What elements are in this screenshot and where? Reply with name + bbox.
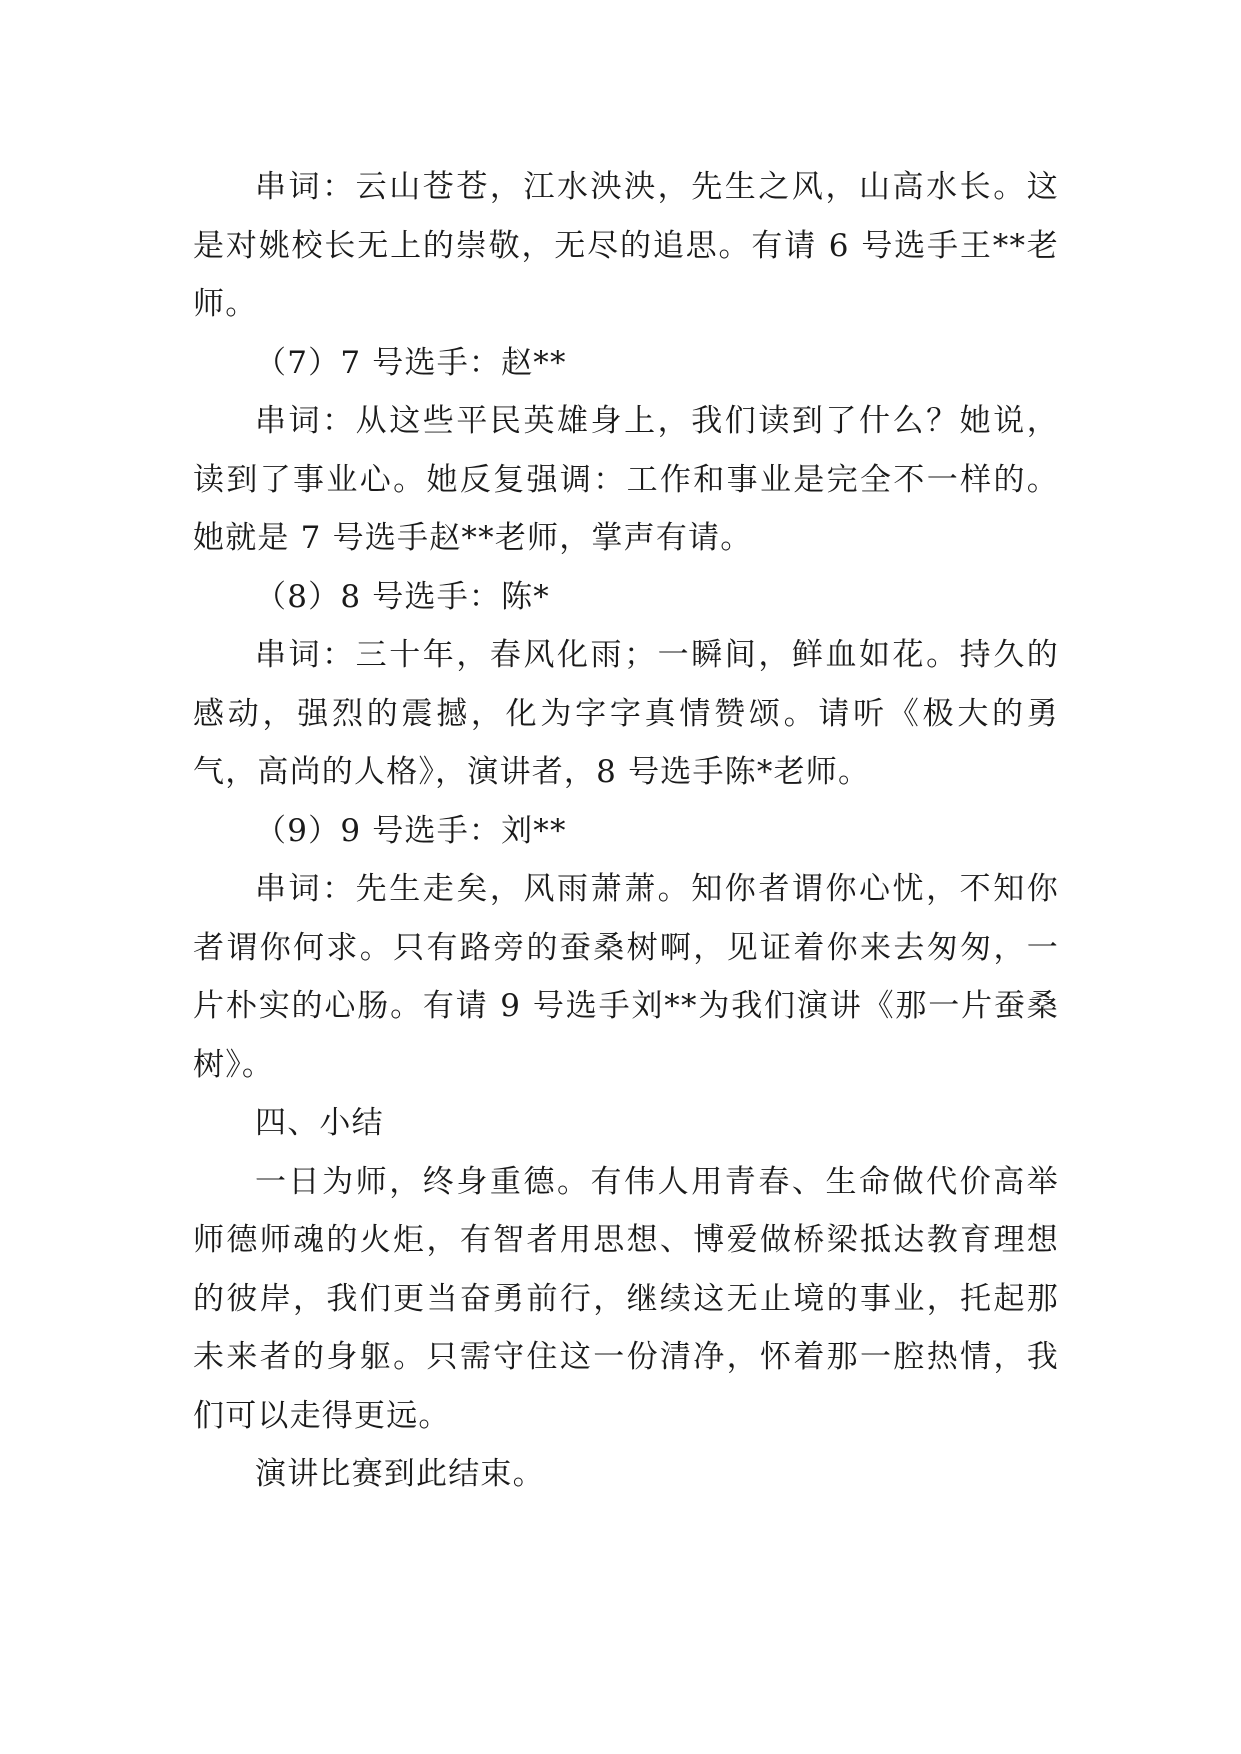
section-summary-heading: 四、小结 [255,1105,384,1141]
contestant-7-heading: （7）7 号选手：赵** [255,344,567,381]
paragraph-intro-contestant-7: 串词：从这些平民英雄身上，我们读到了什么？她说，读到了事业心。她反复强调：工作和事业是完全不一样的。她就是 7 号选手赵**老师，掌声有请。 [193,403,1059,556]
paragraph-intro-contestant-9: 串词：先生走矣，风雨萧萧。知你者谓你心忧，不知你者谓你何求。只有路旁的蚕桑树啊，见证着你来去匆匆，一片朴实的心肠。有请 9 号选手刘**为我们演讲《那一片蚕桑树》。 [193,871,1059,1083]
paragraph-intro-contestant-6: 串词：云山苍苍，江水泱泱，先生之风，山高水长。这是对姚校长无上的崇敬，无尽的追思。有请 6 号选手王**老师。 [193,169,1059,322]
paragraph-closing: 演讲比赛到此结束。 [255,1456,545,1492]
contestant-8-heading: （8）8 号选手：陈* [255,578,550,615]
paragraph-intro-contestant-8: 串词：三十年，春风化雨；一瞬间，鲜血如花。持久的感动，强烈的震撼，化为字字真情赞颂。请听《极大的勇气，高尚的人格》，演讲者，8 号选手陈*老师。 [193,637,1059,790]
contestant-9-heading: （9）9 号选手：刘** [255,812,567,849]
paragraph-summary: 一日为师，终身重德。有伟人用青春、生命做代价高举师德师魂的火炬，有智者用思想、博爱做桥梁抵达教育理想的彼岸，我们更当奋勇前行，继续这无止境的事业，托起那未来者的身躯。只需守住这一份清净，怀着那一腔热情，我们可以走得更远。 [193,1163,1059,1434]
document-body [193,158,1059,1504]
